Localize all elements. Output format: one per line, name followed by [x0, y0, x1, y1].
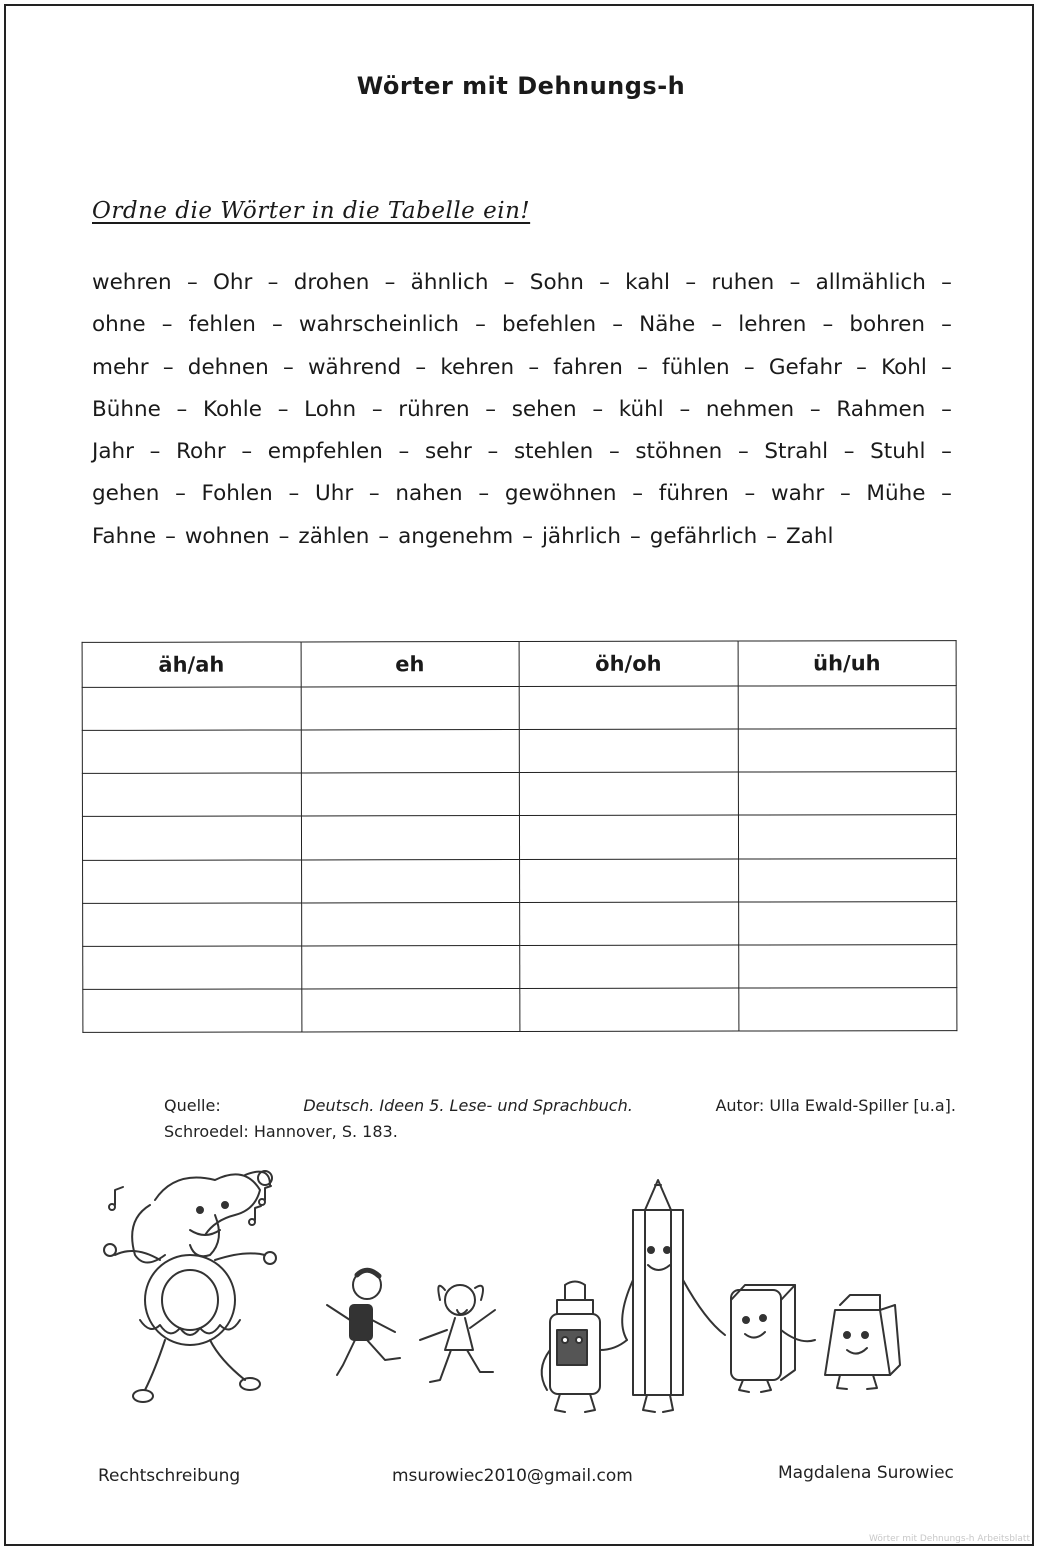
table-header-row [82, 641, 956, 688]
word: sehr [424, 439, 472, 465]
word: Nähe [639, 312, 696, 338]
dash-separator: – [415, 354, 427, 380]
answer-cell[interactable] [520, 988, 739, 1032]
word: rühren [398, 396, 470, 422]
watermark: Wörter mit Dehnungs-h Arbeitsblatt [869, 1534, 1030, 1544]
dash-separator: – [766, 523, 777, 549]
word: Ohr [212, 270, 253, 295]
word: Stuhl [870, 439, 926, 465]
glue-bottle-icon [542, 1282, 627, 1413]
answer-cell[interactable] [301, 687, 520, 731]
word: Kohl [881, 354, 927, 380]
answer-cell[interactable] [301, 945, 520, 989]
word: Gefahr [768, 354, 842, 380]
table-row [83, 858, 957, 903]
footer-author: Magdalena Surowiec [778, 1463, 954, 1483]
eraser-icon [731, 1285, 815, 1392]
word: befehlen [502, 312, 597, 338]
answer-cell[interactable] [738, 729, 957, 773]
word: lehren [738, 312, 807, 338]
dash-separator: – [378, 523, 390, 549]
answer-cell[interactable] [301, 902, 520, 946]
answer-cell[interactable] [519, 772, 738, 816]
dash-separator: – [384, 270, 396, 295]
dash-separator: – [528, 354, 540, 380]
word: gefährlich [649, 523, 758, 549]
word: Uhr [314, 481, 354, 507]
answer-cell[interactable] [301, 816, 520, 860]
dash-separator: – [632, 481, 644, 507]
word: Bühne [92, 396, 161, 422]
word: empfehlen [267, 439, 383, 465]
worksheet-title: Wörter mit Dehnungs-h [356, 72, 686, 100]
word: stehlen [513, 439, 594, 465]
dash-separator: – [485, 396, 497, 422]
table-row [82, 815, 956, 860]
dash-separator: – [941, 396, 952, 422]
dash-separator: – [843, 439, 855, 465]
answer-cell[interactable] [738, 944, 957, 988]
dash-separator: – [592, 396, 604, 422]
header-ah: äh/ah [82, 642, 301, 687]
answer-cell[interactable] [82, 730, 301, 774]
pencil-icon [622, 1180, 725, 1412]
dash-separator: – [165, 523, 176, 549]
word: nahen [395, 481, 463, 507]
word: dehnen [187, 354, 269, 380]
source-publisher: Schroedel: Hannover, S. 183. [164, 1122, 398, 1141]
word: fühlen [662, 354, 730, 380]
dash-separator: – [149, 439, 161, 465]
footer-subject: Rechtschreibung [98, 1466, 241, 1486]
word: Kohle [202, 396, 262, 422]
answer-cell[interactable] [82, 687, 301, 731]
dash-separator: – [809, 396, 821, 422]
source-label: Quelle: [164, 1096, 221, 1115]
word: angenehm [398, 523, 514, 549]
footer-email: msurowiec2010@gmail.com [392, 1466, 633, 1486]
dash-separator: – [162, 354, 174, 380]
table-row [82, 772, 956, 817]
word: ohne [92, 312, 146, 338]
dash-separator: – [368, 481, 380, 507]
word: Zahl [785, 523, 834, 549]
answer-cell[interactable] [301, 988, 520, 1032]
source-author: Autor: Ulla Ewald-Spiller [u.a]. [715, 1096, 956, 1115]
dancing-children-icon [327, 1270, 495, 1382]
dash-separator: – [176, 396, 188, 422]
header-eh: eh [301, 642, 520, 687]
word: Fohlen [201, 481, 273, 507]
answer-cell[interactable] [738, 772, 957, 816]
answer-cell[interactable] [738, 815, 957, 859]
word: wohnen [184, 523, 270, 549]
word: allmählich [815, 270, 926, 295]
dash-separator: – [789, 270, 801, 295]
answer-cell[interactable] [301, 773, 520, 817]
answer-cell[interactable] [738, 686, 957, 730]
dash-separator: – [288, 481, 300, 507]
dash-separator: – [637, 354, 648, 380]
dash-separator: – [679, 396, 691, 422]
dash-separator: – [272, 312, 283, 338]
answer-cell[interactable] [519, 729, 738, 773]
dash-separator: – [186, 270, 198, 295]
word: kahl [625, 270, 671, 295]
instruction-text: Ordne die Wörter in die Tabelle ein! [92, 198, 531, 224]
table-row [83, 901, 957, 946]
dash-separator: – [175, 481, 186, 507]
dash-separator: – [241, 439, 253, 465]
dash-separator: – [277, 396, 289, 422]
dash-separator: – [487, 439, 499, 465]
word: Sohn [529, 270, 584, 295]
dash-separator: – [744, 481, 756, 507]
dash-separator: – [743, 354, 755, 380]
answer-cell[interactable] [738, 901, 957, 945]
answer-cell[interactable] [738, 987, 957, 1031]
dash-separator: – [608, 439, 620, 465]
word: Strahl [764, 439, 829, 465]
word: mehr [92, 354, 149, 380]
word-line [92, 473, 952, 515]
answer-cell[interactable] [519, 686, 738, 730]
source-citation [164, 1093, 956, 1145]
word: Fahne [92, 523, 157, 549]
answer-cell[interactable] [301, 859, 520, 903]
answer-cell[interactable] [83, 903, 302, 947]
word: führen [658, 481, 729, 507]
word-line [92, 431, 952, 473]
word: gehen [92, 481, 160, 507]
word: wahrscheinlich [298, 312, 460, 338]
dash-separator: – [941, 481, 952, 507]
word-line [92, 304, 952, 346]
word-line [92, 262, 952, 304]
answer-cell[interactable] [83, 946, 302, 990]
dash-separator: – [278, 523, 290, 549]
dash-separator: – [856, 354, 867, 380]
dash-separator: – [839, 481, 851, 507]
source-book-title: Deutsch. Ideen 5. Lese- und Sprachbuch. [303, 1096, 633, 1115]
table-row [83, 944, 957, 989]
answer-cell[interactable] [83, 989, 302, 1033]
table-row [83, 987, 957, 1032]
dash-separator: – [503, 270, 515, 295]
dash-separator: – [822, 312, 834, 338]
word: zählen [298, 523, 370, 549]
word: ruhen [711, 270, 775, 295]
sharpener-icon [825, 1295, 900, 1389]
word: während [307, 354, 402, 380]
word: nehmen [705, 396, 795, 422]
dash-separator: – [711, 312, 723, 338]
dash-separator: – [398, 439, 410, 465]
dash-separator: – [612, 312, 624, 338]
dash-separator: – [161, 312, 173, 338]
illustrations [95, 1160, 925, 1420]
word: wehren [92, 270, 172, 295]
dash-separator: – [941, 439, 952, 465]
dash-separator: – [522, 523, 533, 549]
word: drohen [293, 270, 370, 295]
word: ähnlich [410, 270, 489, 295]
dash-separator: – [599, 270, 610, 295]
word: gewöhnen [504, 481, 617, 507]
word: kehren [440, 354, 515, 380]
answer-cell[interactable] [520, 859, 739, 903]
word-line [92, 516, 952, 558]
word-line [92, 347, 952, 389]
word: jährlich [541, 523, 621, 549]
answer-cell[interactable] [83, 859, 302, 903]
dancing-elephant-icon [104, 1171, 276, 1402]
dash-separator: – [475, 312, 486, 338]
answer-cell[interactable] [301, 730, 520, 774]
word: fehlen [188, 312, 256, 338]
word-line [92, 389, 952, 431]
word: Mühe [866, 481, 926, 507]
table-row [82, 729, 956, 774]
header-oh: öh/oh [519, 641, 738, 686]
word: stöhnen [635, 439, 723, 465]
word: sehen [511, 396, 577, 422]
word: Jahr [92, 439, 134, 465]
dash-separator: – [282, 354, 294, 380]
dash-separator: – [737, 439, 749, 465]
dash-separator: – [267, 270, 279, 295]
word: bohren [849, 312, 925, 338]
answer-cell[interactable] [82, 773, 301, 817]
dash-separator: – [629, 523, 641, 549]
word: Lohn [304, 396, 357, 422]
dash-separator: – [941, 312, 952, 338]
sorting-table [82, 640, 958, 1033]
dash-separator: – [478, 481, 490, 507]
word: fahren [553, 354, 623, 380]
answer-cell[interactable] [520, 902, 739, 946]
word-list [92, 262, 952, 558]
header-uh: üh/uh [738, 641, 957, 686]
table-row [82, 686, 956, 731]
answer-cell[interactable] [519, 815, 738, 859]
dash-separator: – [941, 270, 952, 295]
answer-cell[interactable] [738, 858, 957, 902]
word: wahr [770, 481, 825, 507]
word: kühl [618, 396, 664, 422]
dash-separator: – [941, 354, 952, 380]
answer-cell[interactable] [82, 816, 301, 860]
word: Rohr [176, 439, 226, 465]
dash-separator: – [685, 270, 697, 295]
dash-separator: – [371, 396, 383, 422]
word: Rahmen [836, 396, 926, 422]
answer-cell[interactable] [520, 945, 739, 989]
